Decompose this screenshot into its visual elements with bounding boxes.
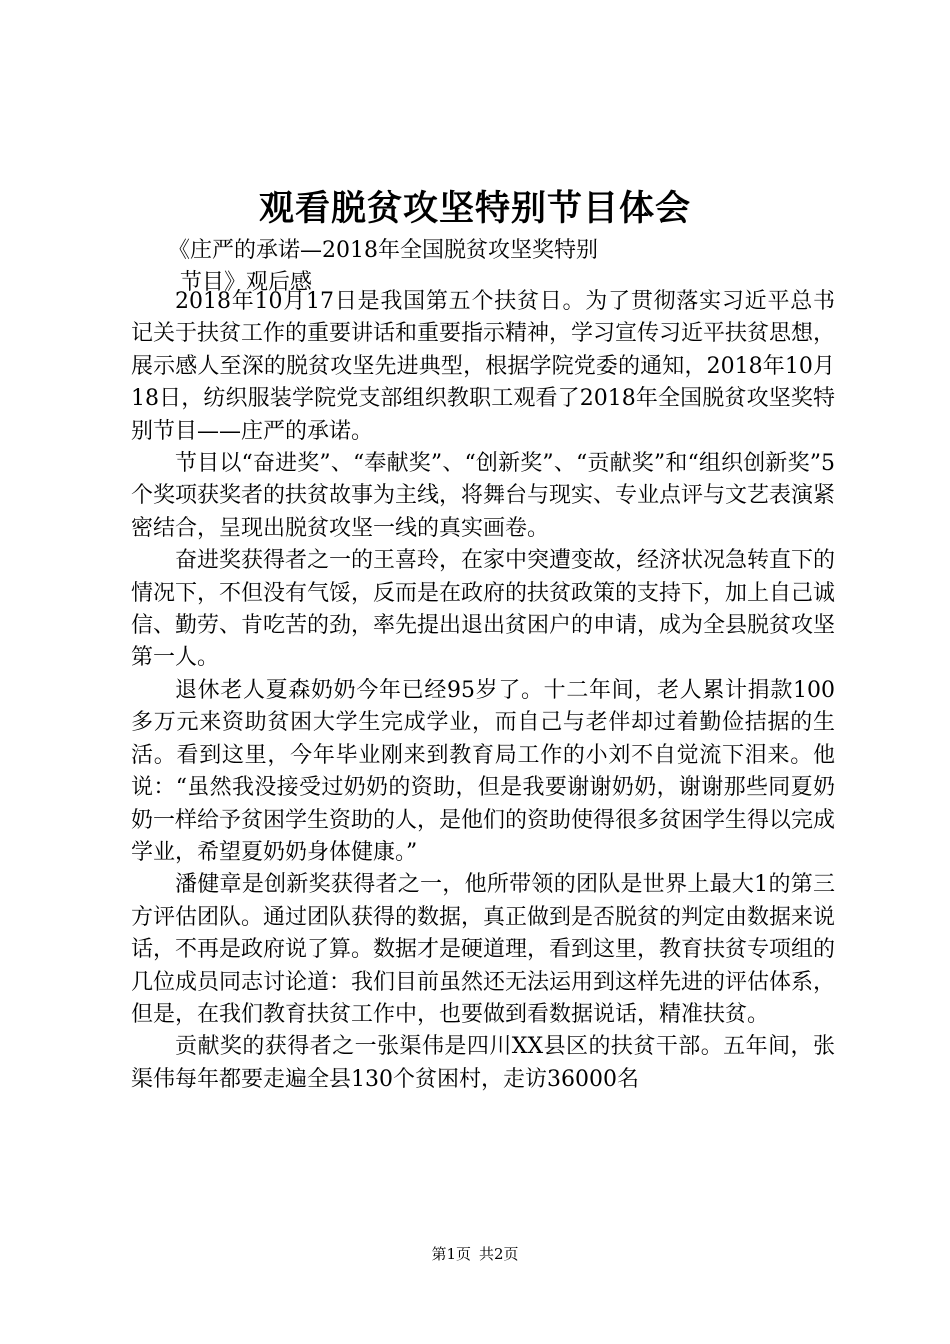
paragraph: 奋进奖获得者之一的王喜玲，在家中突遭变故，经济状况急转直下的情况下，不但没有气馁，反而是在政府的扶贫政策的支持下，加上自己诚信、勤劳、肯吃苦的劲，率先提出退出贫困户的申请，成为全县脱贫攻坚第一人。 [131,548,836,671]
subtitle-line-1: 《庄严的承诺—2018年全国脱贫攻坚奖特别 [168,238,598,263]
paragraph: 节目以“奋进奖”、“奉献奖”、“创新奖”、“贡献奖”和“组织创新奖”5个奖项获奖者的扶贫故事为主线，将舞台与现实、专业点评与文艺表演紧密结合，呈现出脱贫攻坚一线的真实画卷。 [131,451,836,541]
page-number-current: 第1页 [431,1245,471,1263]
paragraph: 潘健章是创新奖获得者之一，他所带领的团队是世界上最大1的第三方评估团队。通过团队获得的数据，真正做到是否脱贫的判定由数据来说话，不再是政府说了算。数据才是硬道理，看到这里，教育扶贫专项组的几位成员同志讨论道：我们目前虽然还无法运用到这样先进的评估体系，但是，在我们教育扶贫工作中，也要做到看数据说话，精准扶贫。 [131,872,836,1027]
paragraph: 贡献奖的获得者之一张渠伟是四川XX县区的扶贫干部。五年间，张渠伟每年都要走遍全县130个贫困村，走访36000名 [131,1034,835,1092]
document-body [131,286,835,1096]
page-footer [0,1244,950,1264]
page-number-total: 共2页 [479,1245,519,1263]
subtitle-line-2: 节目》观后感 [180,270,313,295]
paragraph: 退休老人夏森奶奶今年已经95岁了。十二年间，老人累计捐款100多万元来资助贫困大学生完成学业，而自己与老伴却过着勤俭拮据的生活。看到这里，今年毕业刚来到教育局工作的小刘不自觉流下泪来。他说：“虽然我没接受过奶奶的资助，但是我要谢谢奶奶，谢谢那些同夏奶奶一样给予贫困学生资助的人，是他们的资助使得很多贫困学生得以完成学业，希望夏奶奶身体健康。” [131,677,836,865]
document-title: 观看脱贫攻坚特别节目体会 [258,189,691,229]
paragraph: 2018年10月17日是我国第五个扶贫日。为了贯彻落实习近平总书记关于扶贫工作的重要讲话和重要指示精神，学习宣传习近平扶贫思想，展示感人至深的脱贫攻坚先进典型，根据学院党委的通知，2018年10月18日，纺织服装学院党支部组织教职工观看了2018年全国脱贫攻坚奖特别节目——庄严的承诺。 [131,289,836,444]
